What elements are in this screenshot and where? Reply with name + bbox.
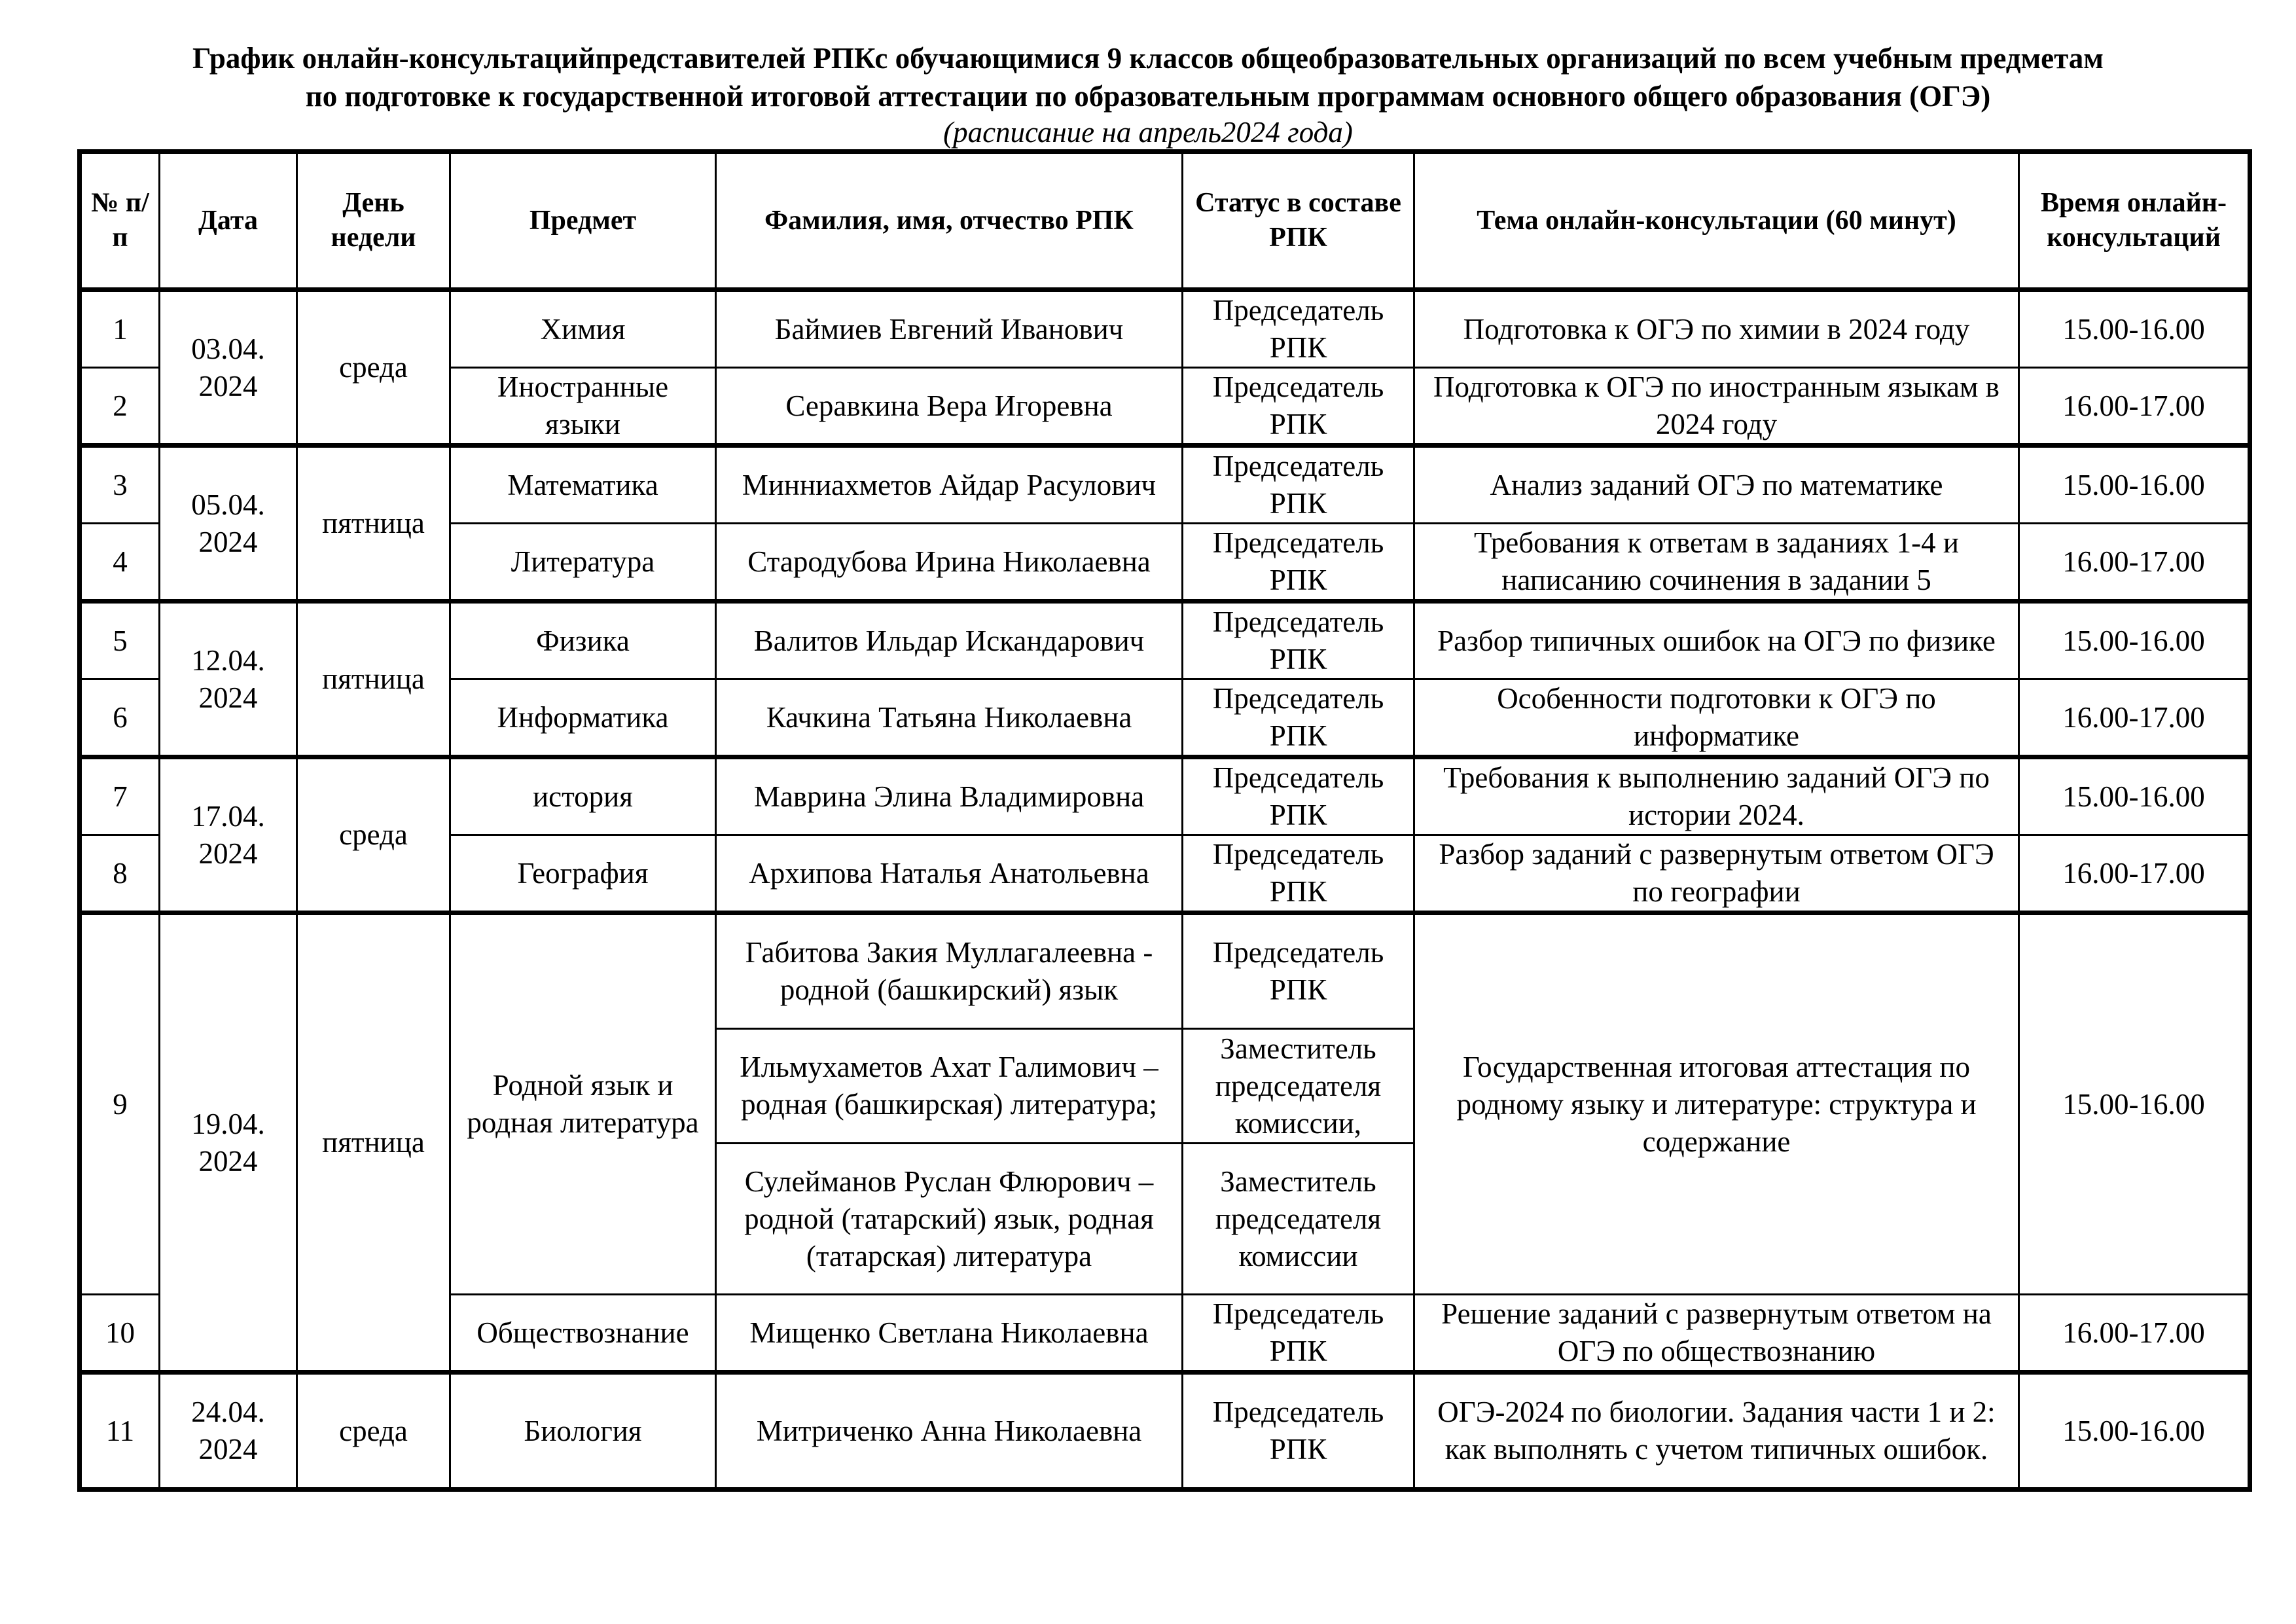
consultation-schedule-table	[80, 152, 2250, 1489]
row-time: 16.00-17.00	[2019, 835, 2249, 913]
row-status: Председатель РПК	[1183, 913, 1414, 1029]
row-topic: Государственная итоговая аттестация по родному языку и литературе: структура и содержание	[1414, 913, 2019, 1295]
document-title-line-1: График онлайн-консультацийпредставителей РПКс обучающимися 9 классов общеобразовательных организаций по всем учебным предметам	[192, 42, 2104, 75]
row-date: 19.04. 2024	[160, 913, 297, 1373]
table-row	[81, 757, 2249, 835]
document-header	[0, 39, 2296, 149]
row-status: Председатель РПК	[1183, 368, 1414, 446]
row-num: 9	[81, 913, 160, 1295]
row-name: Баймиев Евгений Иванович	[716, 290, 1183, 368]
row-subject: Информатика	[450, 679, 716, 757]
row-num: 2	[81, 368, 160, 446]
header-time: Время онлайн-консультаций	[2019, 153, 2249, 290]
table-row	[81, 602, 2249, 679]
row-num: 3	[81, 446, 160, 524]
row-topic: Решение заданий с развернутым ответом на ОГЭ по обществознанию	[1414, 1295, 2019, 1373]
row-topic: Подготовка к ОГЭ по иностранным языкам в 2024 году	[1414, 368, 2019, 446]
row-num: 5	[81, 602, 160, 679]
row-name: Митриченко Анна Николаевна	[716, 1373, 1183, 1489]
row-num: 10	[81, 1295, 160, 1373]
row-status: Председатель РПК	[1183, 1373, 1414, 1489]
header-status: Статус в составе РПК	[1183, 153, 1414, 290]
row-subject: Биология	[450, 1373, 716, 1489]
row-date: 12.04. 2024	[160, 602, 297, 757]
row-num: 4	[81, 524, 160, 602]
row-status: Председатель РПК	[1183, 1295, 1414, 1373]
row-topic: Анализ заданий ОГЭ по математике	[1414, 446, 2019, 524]
row-subject: Обществознание	[450, 1295, 716, 1373]
row-status: Председатель РПК	[1183, 835, 1414, 913]
row-time: 16.00-17.00	[2019, 679, 2249, 757]
row-topic: Разбор заданий с развернутым ответом ОГЭ по географии	[1414, 835, 2019, 913]
row-weekday: пятница	[297, 913, 450, 1373]
document-title-line-2: по подготовке к государственной итоговой аттестации по образовательным программам основного общего образования (ОГЭ)	[305, 80, 1991, 113]
row-time: 15.00-16.00	[2019, 446, 2249, 524]
header-date: Дата	[160, 153, 297, 290]
row-time: 16.00-17.00	[2019, 368, 2249, 446]
row-num: 6	[81, 679, 160, 757]
table-row	[81, 1373, 2249, 1489]
row-weekday: пятница	[297, 602, 450, 757]
row-time: 15.00-16.00	[2019, 602, 2249, 679]
table-row	[81, 446, 2249, 524]
row-time: 15.00-16.00	[2019, 913, 2249, 1295]
header-topic: Тема онлайн-консультации (60 минут)	[1414, 153, 2019, 290]
row-name: Архипова Наталья Анатольевна	[716, 835, 1183, 913]
row-subject: География	[450, 835, 716, 913]
row-name: Качкина Татьяна Николаевна	[716, 679, 1183, 757]
row-subject: Химия	[450, 290, 716, 368]
row-status: Председатель РПК	[1183, 524, 1414, 602]
row-date: 24.04. 2024	[160, 1373, 297, 1489]
row-num: 11	[81, 1373, 160, 1489]
row-num: 7	[81, 757, 160, 835]
row-subject: Иностранные языки	[450, 368, 716, 446]
row-time: 15.00-16.00	[2019, 1373, 2249, 1489]
row-topic: Требования к выполнению заданий ОГЭ по истории 2024.	[1414, 757, 2019, 835]
row-name: Стародубова Ирина Николаевна	[716, 524, 1183, 602]
row-status: Заместитель председателя комиссии,	[1183, 1029, 1414, 1144]
header-weekday: День недели	[297, 153, 450, 290]
row-topic: ОГЭ-2024 по биологии. Задания части 1 и 2: как выполнять с учетом типичных ошибок.	[1414, 1373, 2019, 1489]
row-name: Сулейманов Руслан Флюрович – родной (татарский) язык, родная (татарская) литература	[716, 1144, 1183, 1295]
row-status: Председатель РПК	[1183, 679, 1414, 757]
header-subject: Предмет	[450, 153, 716, 290]
row-name: Валитов Ильдар Искандарович	[716, 602, 1183, 679]
row-date: 17.04. 2024	[160, 757, 297, 913]
row-num: 1	[81, 290, 160, 368]
row-subject: Литература	[450, 524, 716, 602]
row-subject: Родной язык и родная литература	[450, 913, 716, 1295]
document-subtitle: (расписание на апрель2024 года)	[943, 116, 1353, 149]
row-weekday: пятница	[297, 446, 450, 602]
table-row	[81, 290, 2249, 368]
table-header-row	[81, 153, 2249, 290]
row-subject: Физика	[450, 602, 716, 679]
row-status: Председатель РПК	[1183, 602, 1414, 679]
row-subject: Математика	[450, 446, 716, 524]
row-subject: история	[450, 757, 716, 835]
row-num: 8	[81, 835, 160, 913]
row-status: Председатель РПК	[1183, 446, 1414, 524]
row-topic: Подготовка к ОГЭ по химии в 2024 году	[1414, 290, 2019, 368]
row-time: 15.00-16.00	[2019, 757, 2249, 835]
row-status: Председатель РПК	[1183, 290, 1414, 368]
header-name: Фамилия, имя, отчество РПК	[716, 153, 1183, 290]
row-name: Мищенко Светлана Николаевна	[716, 1295, 1183, 1373]
header-num: № п/п	[81, 153, 160, 290]
row-date: 05.04. 2024	[160, 446, 297, 602]
row-name: Ильмухаметов Ахат Галимович – родная (башкирская) литература;	[716, 1029, 1183, 1144]
row-time: 15.00-16.00	[2019, 290, 2249, 368]
row-time: 16.00-17.00	[2019, 1295, 2249, 1373]
row-topic: Разбор типичных ошибок на ОГЭ по физике	[1414, 602, 2019, 679]
row-name: Минниахметов Айдар Расулович	[716, 446, 1183, 524]
row-name: Маврина Элина Владимировна	[716, 757, 1183, 835]
row-name: Габитова Закия Муллагалеевна - родной (башкирский) язык	[716, 913, 1183, 1029]
row-name: Серавкина Вера Игоревна	[716, 368, 1183, 446]
row-date: 03.04. 2024	[160, 290, 297, 446]
row-weekday: среда	[297, 1373, 450, 1489]
row-topic: Требования к ответам в заданиях 1-4 и написанию сочинения в задании 5	[1414, 524, 2019, 602]
row-status: Заместитель председателя комиссии	[1183, 1144, 1414, 1295]
row-weekday: среда	[297, 290, 450, 446]
row-topic: Особенности подготовки к ОГЭ по информатике	[1414, 679, 2019, 757]
table-row	[81, 913, 2249, 1029]
row-status: Председатель РПК	[1183, 757, 1414, 835]
row-weekday: среда	[297, 757, 450, 913]
row-time: 16.00-17.00	[2019, 524, 2249, 602]
